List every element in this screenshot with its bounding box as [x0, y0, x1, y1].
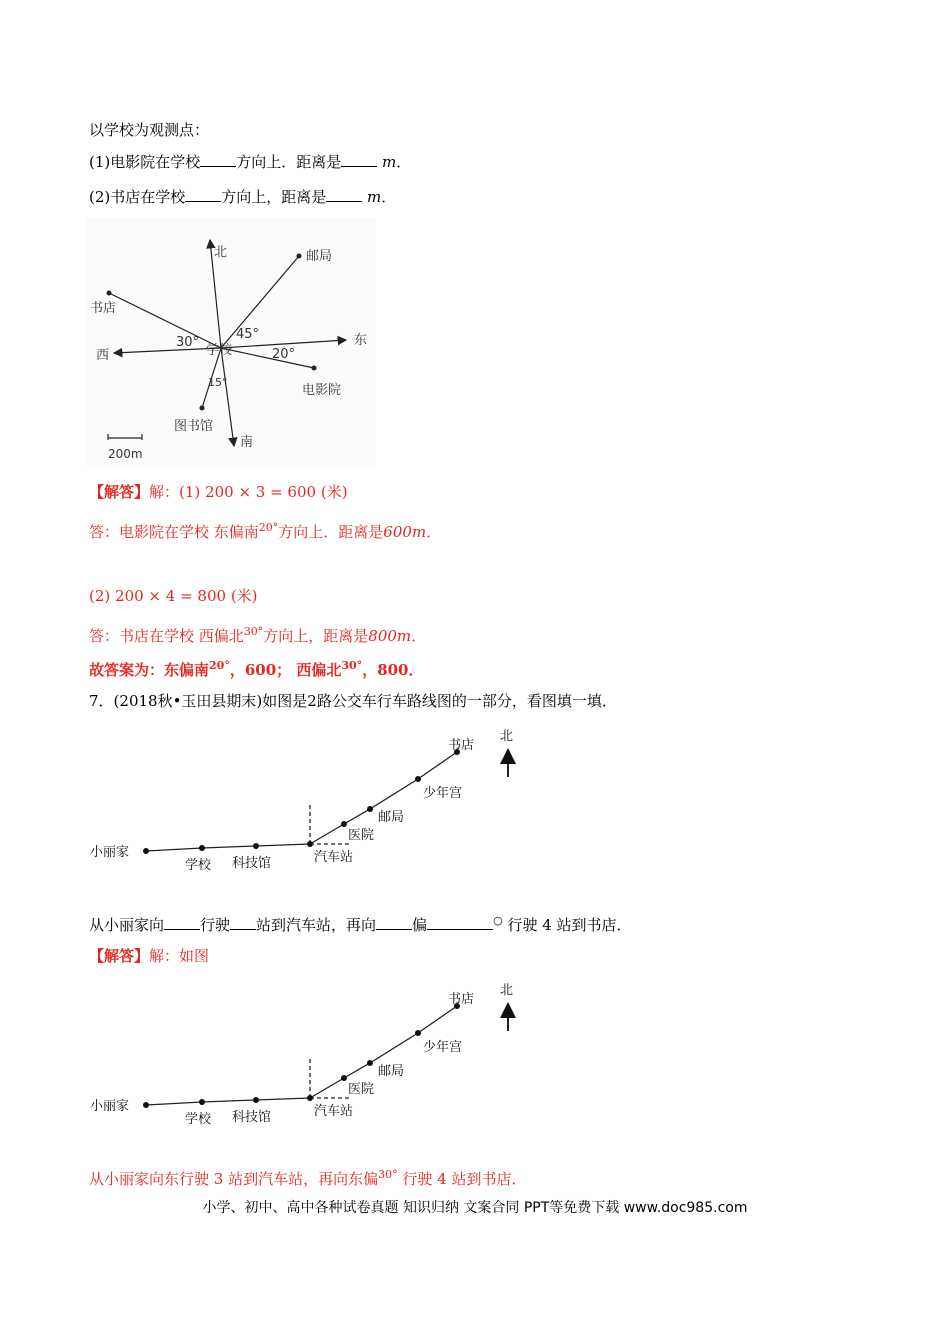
solution-1: [89, 482, 348, 502]
stop-hospital: [341, 1075, 347, 1081]
stop-bus: [307, 1095, 313, 1101]
sol2-lead: (2): [89, 587, 111, 605]
q7-blank-stops[interactable]: [230, 915, 256, 930]
label-post-office: 邮局: [306, 249, 333, 264]
point-bookstore: [107, 291, 112, 296]
label-bookstore: 书店: [90, 301, 117, 316]
final-a: 故答案为：东偏南: [89, 661, 210, 679]
answer-2: [89, 622, 426, 646]
q1-unit: m: [382, 153, 397, 171]
label-hospital: 医院: [348, 1082, 375, 1097]
final-b: ，600； 西偏北: [229, 661, 342, 679]
label-library: 图书馆: [174, 419, 214, 434]
solution-2: [89, 586, 258, 606]
q7-a: 从小丽家向: [89, 916, 165, 934]
label-post: 邮局: [378, 810, 405, 825]
label-bookstore: 书店: [448, 738, 475, 753]
ans7-deg: 30°: [378, 1168, 398, 1181]
sol2-expr: 200 × 4 = 800: [115, 587, 227, 605]
q7-b: 行驶: [200, 916, 231, 934]
q1-prefix: (1)电影院在学校: [89, 153, 201, 171]
stop-home: [143, 848, 149, 854]
q7-c: 站到汽车站，再向: [256, 916, 377, 934]
sol2-unit: (米): [230, 587, 258, 605]
solution-tag: 【解答】: [89, 947, 150, 965]
label-school: 学校: [185, 1112, 212, 1127]
q2-mid: 方向上，距离是: [221, 188, 327, 206]
point-post-office: [297, 254, 302, 259]
q7-blank-dir2[interactable]: [376, 915, 412, 930]
question-7-title: 7．(2018秋•玉田县期末)如图是2路公交车行车路线图的一部分，看图填一填．: [89, 692, 617, 710]
ans2-end: ．: [411, 627, 427, 645]
q2-prefix: (2)书店在学校: [89, 188, 186, 206]
label-bus: 汽车站: [314, 1104, 354, 1119]
label-north: 北: [214, 245, 228, 260]
stop-post: [367, 1060, 373, 1066]
sol1-expr: 200 × 3 = 600: [205, 483, 317, 501]
scale-label: 200m: [108, 447, 143, 461]
q7-blank-direction[interactable]: [164, 915, 200, 930]
label-east: 东: [354, 333, 368, 348]
angle-30: 30°: [176, 335, 200, 350]
label-bookstore: 书店: [448, 992, 475, 1007]
ans1-end: ．: [426, 523, 442, 541]
q2-end: ．: [381, 188, 397, 206]
angle-20: 20°: [272, 347, 296, 362]
question-7-fill: 从小丽家向 行驶 站到汽车站，再向 偏 ○ 行驶 4 站到书店．: [89, 914, 632, 934]
q7-e: 行驶 4 站到书店．: [507, 916, 632, 934]
ans2-deg: 30°: [243, 625, 264, 638]
label-tech: 科技馆: [232, 1110, 272, 1125]
label-home: 小丽家: [90, 845, 130, 860]
angle-15: 15°: [208, 376, 228, 389]
q7-d: 偏: [412, 916, 428, 934]
stop-youth: [415, 776, 421, 782]
q1-mid: 方向上．距离是: [236, 153, 342, 171]
point-library: [200, 406, 205, 411]
label-school: 学校: [206, 343, 233, 358]
stop-school: [199, 845, 205, 851]
label-north: 北: [500, 983, 514, 998]
page-footer: 小学、初中、高中各种试卷真题 知识归纳 文案合同 PPT等免费下载 www.doc985.com: [202, 1200, 748, 1216]
stop-tech: [253, 843, 259, 849]
q2-blank-direction[interactable]: [185, 187, 221, 202]
label-youth: 少年宫: [423, 786, 463, 801]
label-tech: 科技馆: [232, 856, 272, 871]
stop-tech: [253, 1097, 259, 1103]
intro-text: 以学校为观测点：: [89, 121, 210, 139]
ans7-b: 行驶 4 站到书店．: [402, 1170, 527, 1188]
compass-diagram: [86, 218, 376, 468]
final-answer: [89, 656, 424, 680]
label-hospital: 医院: [348, 828, 375, 843]
label-bus: 汽车站: [314, 850, 354, 865]
sol1-lead: 解：(1): [149, 483, 201, 501]
ans1-a: 答：电影院在学校 东偏南: [89, 523, 259, 541]
q2-unit: m: [367, 188, 382, 206]
stop-post: [367, 806, 373, 812]
q1-blank-direction[interactable]: [200, 152, 236, 167]
final-deg2: 30°: [341, 659, 363, 672]
label-west: 西: [96, 348, 110, 363]
label-post: 邮局: [378, 1064, 405, 1079]
ans1-deg: 20°: [258, 521, 279, 534]
stop-bus: [307, 841, 313, 847]
stop-home: [143, 1102, 149, 1108]
q7-blank-angle[interactable]: [427, 915, 493, 930]
point-cinema: [312, 366, 317, 371]
ans2-val: 800m: [368, 627, 412, 645]
q1-blank-distance[interactable]: [341, 152, 377, 167]
stop-school: [199, 1099, 205, 1105]
bus-route-diagram: [88, 722, 528, 880]
stop-youth: [415, 1030, 421, 1036]
bus-route-diagram-answer: [88, 976, 528, 1134]
label-cinema: 电影院: [302, 383, 342, 398]
final-c: ，800．: [362, 661, 424, 679]
final-deg1: 20°: [209, 659, 230, 672]
ans7-a: 从小丽家向东行驶 3 站到汽车站，再向东偏: [89, 1170, 379, 1188]
ans1-val: 600m: [383, 523, 427, 541]
label-school: 学校: [185, 858, 212, 873]
q1-end: ．: [396, 153, 412, 171]
stop-hospital: [341, 821, 347, 827]
sol1-unit: (米): [320, 483, 348, 501]
angle-45: 45°: [236, 327, 260, 342]
q2-blank-distance[interactable]: [326, 187, 362, 202]
answer-1: [89, 518, 441, 542]
ans2-b: 方向上，距离是: [263, 627, 369, 645]
question-2: [89, 187, 396, 207]
solution-7: [89, 946, 209, 966]
ans1-b: 方向上．距离是: [278, 523, 384, 541]
ans2-a: 答：书店在学校 西偏北: [89, 627, 244, 645]
label-north: 北: [500, 729, 514, 744]
label-youth: 少年宫: [423, 1040, 463, 1055]
label-south: 南: [240, 435, 254, 450]
label-home: 小丽家: [90, 1099, 130, 1114]
solution-tag: 【解答】: [89, 483, 150, 501]
answer-7: [89, 1165, 526, 1189]
question-1: [89, 152, 411, 172]
sol7-lead: 解：如图: [149, 947, 210, 965]
